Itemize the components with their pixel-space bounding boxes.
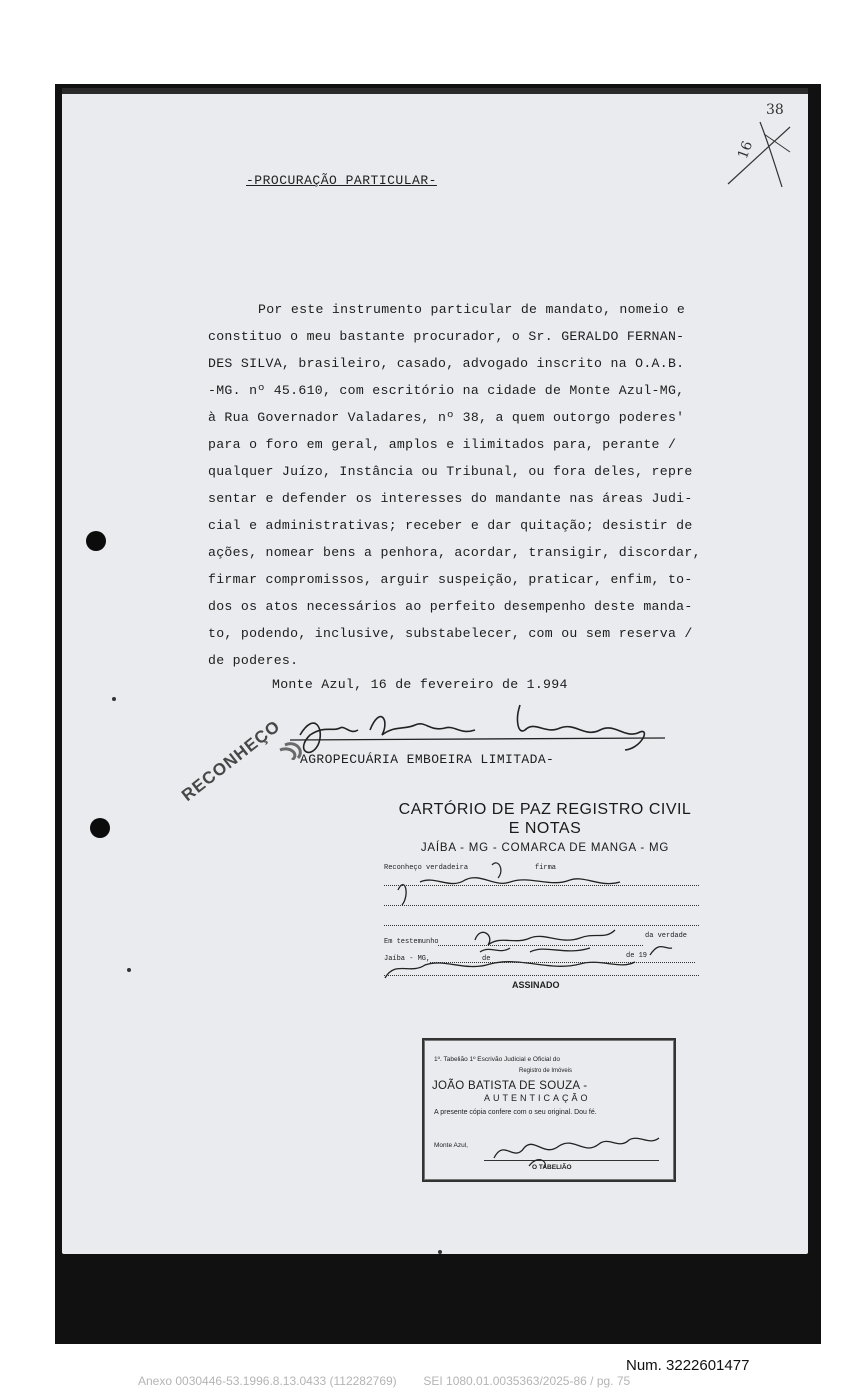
document-reference: Anexo 0030446-53.1996.8.13.0433 (112282769) SEI 1080.01.0035363/2025-86 / pg. 75 — [138, 1374, 631, 1388]
paper-speck — [112, 697, 116, 701]
body-line: à Rua Governador Valadares, nº 38, a quem outorgo poderes' — [208, 410, 685, 425]
body-line: cial e administrativas; receber e dar quitação; desistir de — [208, 518, 693, 533]
cartorio-firma-label: firma — [535, 864, 557, 872]
auth-header: 1º. Tabelião 1º Escrivão Judicial e Oficial do — [434, 1056, 561, 1063]
body-line: Por este instrumento particular de mandato, nomeio e — [258, 302, 686, 317]
body-line: para o foro em geral, amplos e ilimitados para, perante / — [208, 437, 677, 452]
punch-hole — [90, 818, 110, 838]
reconheco-stamp: RECONHEÇO — [178, 716, 284, 805]
auth-notary-name: JOÃO BATISTA DE SOUZA - — [432, 1080, 588, 1092]
cartorio-year-label: de 19 — [626, 952, 648, 960]
cartorio-stamp — [380, 800, 710, 854]
cartorio-verdade-label: da verdade — [645, 932, 688, 940]
body-line: firmar compromissos, arguir suspeição, praticar, enfim, to- — [208, 572, 693, 587]
cartorio-city-label: Jaíba - MG, — [384, 955, 431, 963]
page-top-edge — [62, 88, 808, 94]
auth-text: A presente cópia confere com o seu original. Dou fé. — [434, 1109, 597, 1116]
auth-place: Monte Azul, — [434, 1142, 468, 1149]
cartorio-signed-label: ASSINADO — [512, 980, 560, 990]
company-name: AGROPECUÁRIA EMBOEIRA LIMITADA- — [300, 752, 555, 767]
body-line: DES SILVA, brasileiro, casado, advogado inscrito na O.A.B. — [208, 356, 685, 371]
body-line: ações, nomear bens a penhora, acordar, transigir, discordar, — [208, 545, 701, 560]
cartorio-de-label: de — [482, 955, 491, 963]
cartorio-testimony-label: Em testemunho — [384, 938, 439, 946]
auth-subheader: Registro de Imóveis — [519, 1068, 573, 1074]
auth-tabeliao: O TABELIÃO — [532, 1164, 572, 1171]
punch-hole — [86, 531, 106, 551]
cartorio-handwriting — [380, 860, 710, 980]
body-line: dos os atos necessários ao perfeito desempenho deste manda- — [208, 599, 693, 614]
corner-mark-16: 16 — [734, 138, 757, 162]
corner-mark-38: 38 — [766, 102, 784, 118]
date-line: Monte Azul, 16 de fevereiro de 1.994 — [272, 677, 568, 692]
body-line: sentar e defender os interesses do mandante nas áreas Judi- — [208, 491, 693, 506]
auth-signature — [484, 1128, 664, 1168]
auth-label: AUTENTICAÇÃO — [484, 1093, 591, 1103]
paper-speck — [127, 968, 131, 972]
body-line: -MG. nº 45.610, com escritório na cidade de Monte Azul-MG, — [208, 383, 685, 398]
corner-handwritten-mark — [720, 92, 810, 192]
body-line: to, podendo, inclusive, substabelecer, com ou sem reserva / — [208, 626, 693, 641]
authentication-stamp — [422, 1038, 676, 1182]
cartorio-location: JAÍBA - MG - COMARCA DE MANGA - MG — [420, 842, 670, 854]
paper-speck — [438, 1250, 442, 1254]
document-title: -PROCURAÇÃO PARTICULAR- — [246, 173, 437, 188]
body-line: constituo o meu bastante procurador, o Sr. GERALDO FERNAN- — [208, 329, 685, 344]
handwritten-signature — [270, 690, 670, 760]
cartorio-title-line2: E NOTAS — [508, 820, 582, 837]
cartorio-recognize-label: Reconheço verdadeira — [384, 864, 469, 872]
cartorio-title-line1: CARTÓRIO DE PAZ REGISTRO CIVIL — [398, 801, 692, 818]
document-number: Num. 3222601477 — [626, 1357, 750, 1374]
body-line: qualquer Juízo, Instância ou Tribunal, ou fora deles, repre — [208, 464, 693, 479]
body-line: de poderes. — [208, 653, 299, 668]
